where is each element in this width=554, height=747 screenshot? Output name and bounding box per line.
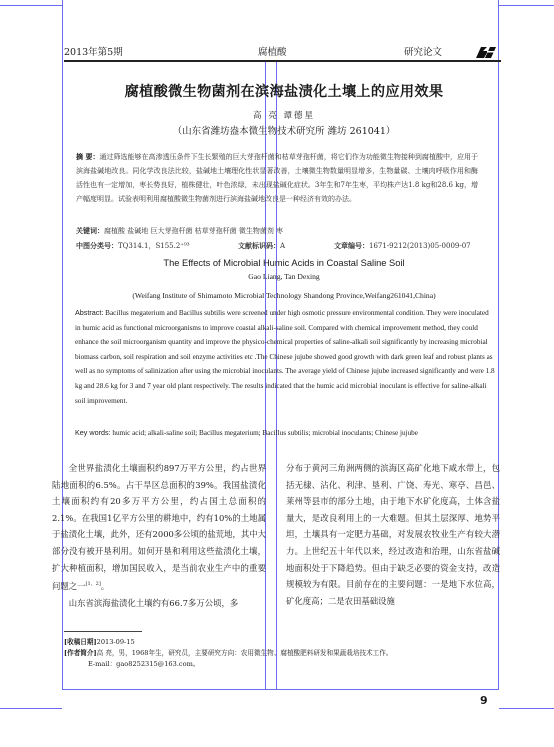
body-column-left xyxy=(52,460,266,611)
article-no-value: 1671-9212(2013)05-0009-07 xyxy=(369,242,471,250)
article-no-label: 文章编号： xyxy=(334,241,369,250)
section-label: 研究论文 xyxy=(404,47,443,58)
frame-guide-vert-left xyxy=(62,0,63,62)
article-title-en: The Effects of Microbial Humic Acids in Coastal Saline Soil xyxy=(163,258,405,268)
body-column-right xyxy=(286,460,500,609)
authors-en: Gao Liang, Tan Dexing xyxy=(248,272,320,281)
article-title-cn: 腐植酸微生物菌剂在滨海盐渍化土壤上的应用效果 xyxy=(124,84,444,100)
page-number: 9 xyxy=(480,694,488,707)
keywords-cn-label: 关键词： xyxy=(76,226,104,235)
received-date: [收稿日期]2013-09-15 xyxy=(64,638,135,646)
abstract-cn-text: 通过筛选能够在高渗透压条件下生长繁殖的巨大芽孢杆菌和枯草芽孢杆菌，将它们作为功能微生物接种到腐植酸中，应用于滨海盐碱地改良。同化学改良法比较，盐碱地土壤理化性状显著改善，土壤微生物数量明显增多，生物量碳、土壤肉呼吸作用和酶活性也有一定增加，枣长势良好，植株健壮，叶色浓绿，未出现盐碱化症状。3年生和7年生枣，平均株产达1.8 kg和28.6 kg，增产幅度明显。试验表明利用腐植酸微生物菌剂进行滨海盐碱地改良是一种经济有效的办法。 xyxy=(76,153,479,203)
citation-ref[interactable]: [1，2] xyxy=(85,581,101,588)
journal-name: 腐植酸 xyxy=(258,47,287,58)
footnote-rule xyxy=(64,631,142,632)
authors-cn: 高 亮 谭德星 xyxy=(253,111,315,121)
author-email[interactable]: E-mail：gao8252315@163.com。 xyxy=(88,660,200,668)
journal-logo-icon xyxy=(475,44,497,58)
issue-label: 2013年第5期 xyxy=(64,47,123,58)
body-paragraph: 全世界盐渍化土壤面积约897万平方公里，约占世界陆地面积的6.5%。占干旱区总面积的39%。我国盐渍化土壤面积约有20多万平方公里，约占国土总面积的2.1%。在我国1亿平方公里的耕地中，约有10%的土地属于盐渍化土壤，此外，还有2000多公顷的盐荒地，其中大部分没有被开垦利用。如何开垦和利用这些盐渍化土壤，扩大种植面积，增加国民收入，是当前农业生产中的重要问题之一[1，2]。 xyxy=(52,463,266,591)
keywords-en xyxy=(75,428,495,437)
abstract-cn-label: 摘 要： xyxy=(76,152,100,161)
clc-value: TQ314.1，S155.2⁺⁹³ xyxy=(118,242,190,250)
keywords-en-text: humic acid; alkali-saline soil; Bacillus megaterium; Bacillus subtilis; microbial inoculants; Chinese jujube xyxy=(112,429,418,437)
abstract-cn xyxy=(76,150,478,206)
footnotes xyxy=(64,637,494,670)
abstract-en xyxy=(75,306,495,408)
frame-guide-bottom-right xyxy=(499,708,554,709)
doc-code-value: A xyxy=(280,242,286,250)
abstract-en-text: Bacillus megaterium and Bacillus subtilis were screened under high osmotic pressure environmental condition. They were inoculated in humic acid as functional microorganisms to improve coastal alkali-saline soil. Compared with chemical improvement method, they could enhance the soil microorganism quantity and improve the physico-chemical properties of saline-alkali soil significantly by increasing microbial biomass carbon, soil respiration and soil enzyme activities etc .The Chinese jujube showed good growth with dark green leaf and robust plants as well as no symptoms of salinization after using the microbial inoculants. The average yield of Chinese jujube increased significantly and were 1.8 kg and 28.6 kg for 3 and 7 year old plant respectively. The results indicated that the humic acid microbial inoculant is effective for saline-alkali soil improvement. xyxy=(75,309,495,405)
abstract-en-label: Abstract: xyxy=(75,308,104,317)
body-paragraph: 山东省滨海盐渍化土壤约有66.7多万公顷，多 xyxy=(68,597,239,608)
keywords-en-label: Key words: xyxy=(75,428,111,437)
keywords-cn xyxy=(76,226,496,236)
running-header xyxy=(64,44,504,58)
keywords-cn-text: 腐植酸 盐碱地 巨大芽孢杆菌 枯草芽孢杆菌 微生物菌剂 枣 xyxy=(104,227,284,235)
author-bio: [作者简介]高 亮，男，1968年生，研究员，主要研究方向：农用微生物、腐植酸肥料研发和果蔬栽培技术工作。 xyxy=(64,649,393,657)
affiliation-cn: （山东省潍坊盎本微生物技术研究所 潍坊 261041） xyxy=(172,126,396,137)
frame-guide-top-right xyxy=(499,5,554,6)
frame-guide-bottom xyxy=(62,689,499,690)
header-rule xyxy=(64,60,501,62)
doc-code-label: 文献标识码： xyxy=(238,241,280,250)
clc-label: 中图分类号： xyxy=(76,241,118,250)
affiliation-en: (Weifang Institute of Shimamoto Microbial Technology Shandong Province,Weifang261041,China) xyxy=(132,291,436,300)
body-paragraph: 分布于黄河三角洲两侧的滨海区高矿化地下咸水带上，包括无棣、沾化、利津、垦利、广饶、寿光、寒亭、昌邑、莱州等县市的部分土地，由于地下水矿化度高，土体含盐量大，是改良利用上的一大难题。但其土层深厚、地势平坦，土壤具有一定肥力基础，对发展农牧业生产有较大潜力。上世纪五十年代以来，经过改造和治理，山东省盐碱地面积处于下降趋势。但由于缺乏必要的资金支持，改造规模较为有限。目前存在的主要问题：一是地下水位高，矿化度高；二是农田基础设施 xyxy=(286,463,500,606)
frame-guide-bottom-left xyxy=(0,708,62,709)
frame-guide-top-left xyxy=(0,5,62,6)
